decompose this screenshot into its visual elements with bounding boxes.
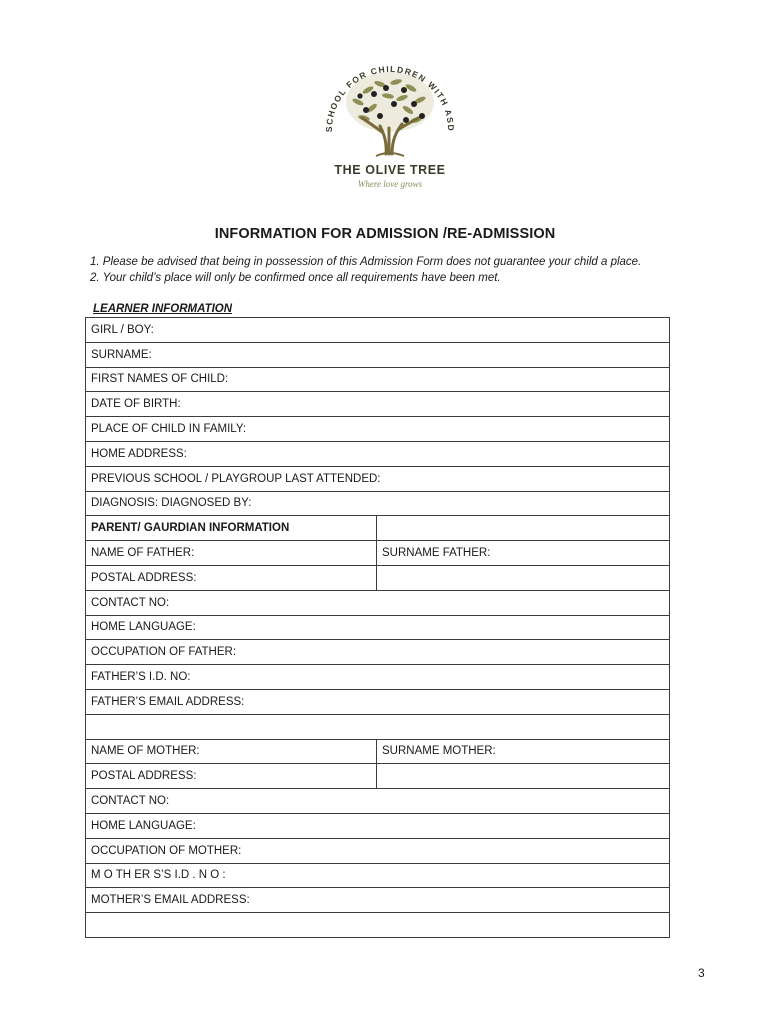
field-diagnosis-diagnosed-by[interactable]: DIAGNOSIS: DIAGNOSED BY: [86,491,670,516]
field-contact-no[interactable]: CONTACT NO: [86,789,670,814]
admission-form-table [85,317,670,938]
field-blank[interactable] [377,516,670,541]
field-blank[interactable] [377,764,670,789]
admission-notes [90,254,730,286]
form-row [86,813,670,838]
svg-text:THE OLIVE TREE: THE OLIVE TREE [334,163,446,177]
field-occupation-of-mother[interactable]: OCCUPATION OF MOTHER: [86,838,670,863]
svg-text:SCHOOL FOR CHILDREN WITH ASD: SCHOOL FOR CHILDREN WITH ASD [323,63,457,133]
form-row [86,541,670,566]
olive-tree-icon [310,58,470,193]
field-first-names-of-child[interactable]: FIRST NAMES OF CHILD: [86,367,670,392]
note-1: 1. Please be advised that being in possession of this Admission Form does not guarantee your child a place. [90,256,642,268]
form-row [86,789,670,814]
field-surname-father[interactable]: SURNAME FATHER: [377,541,670,566]
field-parent-gaurdian-information: PARENT/ GAURDIAN INFORMATION [86,516,377,541]
note-2: 2. Your child’s place will only be confirmed once all requirements have been met. [90,272,501,284]
field-name-of-mother[interactable]: NAME OF MOTHER: [86,739,377,764]
field-postal-address[interactable]: POSTAL ADDRESS: [86,764,377,789]
field-girl-boy[interactable]: GIRL / BOY: [86,318,670,343]
form-row [86,342,670,367]
field-occupation-of-father[interactable]: OCCUPATION OF FATHER: [86,640,670,665]
form-row [86,491,670,516]
form-row [86,739,670,764]
field-surname-mother[interactable]: SURNAME MOTHER: [377,739,670,764]
field-blank[interactable] [377,565,670,590]
form-row [86,590,670,615]
form-row [86,888,670,913]
form-row [86,516,670,541]
field-home-address[interactable]: HOME ADDRESS: [86,441,670,466]
form-row [86,689,670,714]
form-row [86,714,670,739]
field-blank[interactable] [86,913,670,938]
field-surname[interactable]: SURNAME: [86,342,670,367]
form-row [86,417,670,442]
form-row [86,466,670,491]
field-contact-no[interactable]: CONTACT NO: [86,590,670,615]
field-postal-address[interactable]: POSTAL ADDRESS: [86,565,377,590]
form-row [86,441,670,466]
learner-information-label: LEARNER INFORMATION [93,303,233,315]
form-row [86,913,670,938]
page-number: 3 [698,966,705,980]
school-logo [310,58,470,193]
form-row [86,367,670,392]
field-previous-school-playgroup-last-attended[interactable]: PREVIOUS SCHOOL / PLAYGROUP LAST ATTENDED: [86,466,670,491]
field-father-s-email-address[interactable]: FATHER’S EMAIL ADDRESS: [86,689,670,714]
form-row [86,392,670,417]
form-row [86,863,670,888]
field-date-of-birth[interactable]: DATE OF BIRTH: [86,392,670,417]
field-mother-s-email-address[interactable]: MOTHER’S EMAIL ADDRESS: [86,888,670,913]
field-home-language[interactable]: HOME LANGUAGE: [86,813,670,838]
form-row [86,318,670,343]
form-row [86,640,670,665]
field-place-of-child-in-family[interactable]: PLACE OF CHILD IN FAMILY: [86,417,670,442]
form-row [86,615,670,640]
form-row [86,838,670,863]
form-row [86,665,670,690]
field-father-s-i-d-no[interactable]: FATHER’S I.D. NO: [86,665,670,690]
field-home-language[interactable]: HOME LANGUAGE: [86,615,670,640]
form-row [86,764,670,789]
form-row [86,565,670,590]
field-m-o-th-er-s-s-i-d-n-o[interactable]: M O TH ER S’S I.D . N O : [86,863,670,888]
field-blank[interactable] [86,714,670,739]
svg-text:Where love grows: Where love grows [357,179,423,189]
field-name-of-father[interactable]: NAME OF FATHER: [86,541,377,566]
page-title: INFORMATION FOR ADMISSION /RE-ADMISSION [214,226,556,242]
